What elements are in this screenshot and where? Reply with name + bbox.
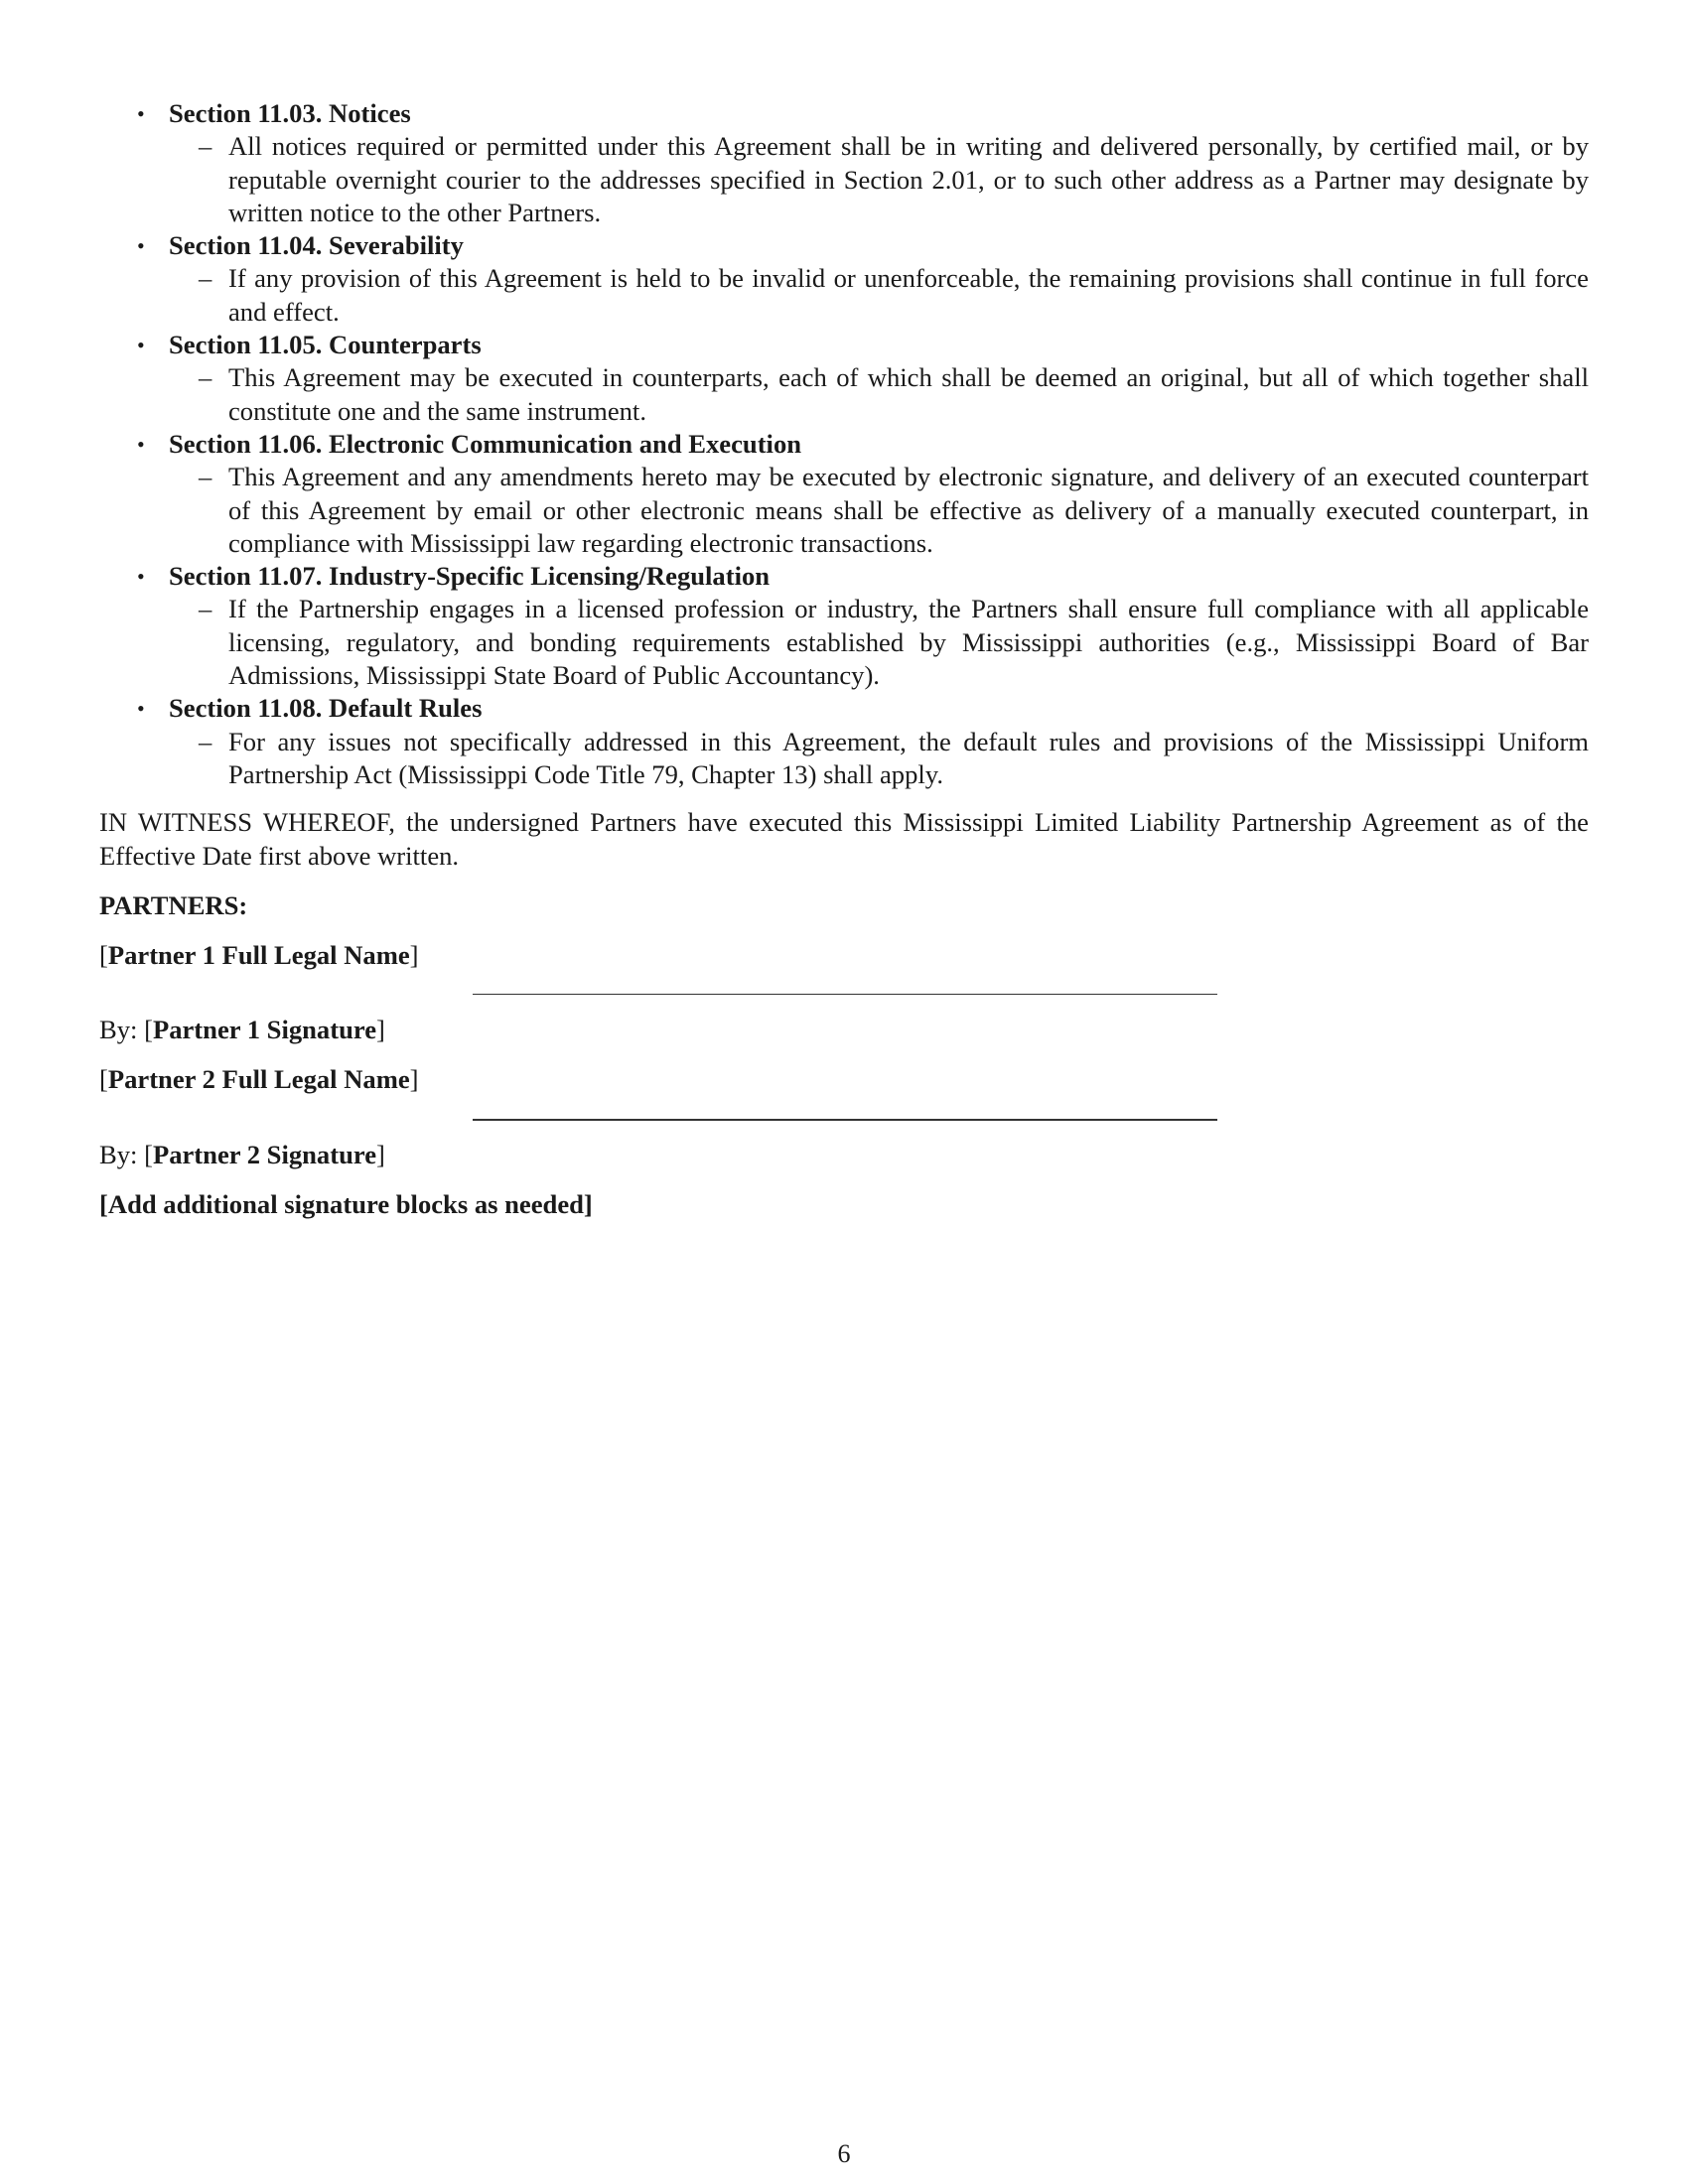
sections-list [99,97,1589,791]
section-item [99,692,1589,791]
partner-1-name: [Partner 1 Full Legal Name] [99,940,419,971]
section-title: Section 11.03. Notices [169,98,411,128]
section-text: For any issues not specifically addressed in this Agreement, the default rules and provisions of the Mississippi Uniform Partnership Act (Mississippi Code Title 79, Chapter 13) shall apply. [228,726,1589,789]
section-body [169,461,1589,560]
bullet-icon: • [137,233,145,259]
section-body [169,361,1589,428]
section-item [99,329,1589,428]
partner-1-signature-text: Partner 1 Signature [152,1015,376,1045]
section-text: All notices required or permitted under this Agreement shall be in writing and delivered personally, by certified mail, or by reputable overnight courier to the addresses specified in Section 2.01, or to such other address as a Partner may designate by written notice to the other Partners. [228,131,1589,227]
bullet-icon: • [137,431,145,457]
witness-paragraph: IN WITNESS WHEREOF, the undersigned Partners have executed this Mississippi Limited Liability Partnership Agreement as of the Effective Date first above written. [99,807,1589,871]
partner-2-signature-line [473,1119,1217,1121]
partners-heading: PARTNERS: [99,889,248,920]
section-item [99,428,1589,560]
section-title: Section 11.06. Electronic Communication and Execution [169,428,802,459]
partner-2-signature-row: By: [Partner 2 Signature] [99,1140,385,1170]
section-text: If any provision of this Agreement is held to be invalid or unenforceable, the remaining provisions shall continue in full force and effect. [228,263,1589,327]
document-page [99,97,1589,1222]
by-label: By: [99,1140,138,1170]
partner-2-name: [Partner 2 Full Legal Name] [99,1063,419,1094]
section-text: This Agreement and any amendments hereto may be executed by electronic signature, and delivery of an executed counterpart of this Agreement by email or other electronic means shall be effective as delivery of a manually executed counterpart, in compliance with Mississippi law regarding electronic transactions. [228,462,1589,558]
bullet-icon: • [137,101,145,126]
partner-1-name-text: Partner 1 Full Legal Name [107,940,410,971]
section-body [169,130,1589,229]
partner-2-name-text: Partner 2 Full Legal Name [107,1063,410,1094]
dash-icon: – [199,594,212,624]
section-item [99,229,1589,329]
bullet-icon: • [137,564,145,590]
section-body [169,593,1589,692]
section-text: If the Partnership engages in a licensed profession or industry, the Partners shall ensure full compliance with all applicable licensing, regulatory, and bonding requirements established by Mississippi authorities (e.g., Mississippi Board of Bar Admissions, Mississippi State Board of Public Accountancy). [228,594,1589,691]
additional-signature-note: [Add additional signature blocks as needed] [99,1189,593,1220]
section-body [169,726,1589,792]
by-label: By: [99,1015,138,1045]
section-title: Section 11.04. Severability [169,230,464,261]
additional-note-text: Add additional signature blocks as needed [107,1189,584,1220]
section-title: Section 11.07. Industry-Specific Licensing/Regulation [169,561,771,592]
section-title: Section 11.08. Default Rules [169,693,483,724]
section-item [99,97,1589,229]
dash-icon: – [199,462,212,492]
dash-icon: – [199,263,212,294]
dash-icon: – [199,726,212,756]
bullet-icon: • [137,696,145,722]
dash-icon: – [199,362,212,393]
section-text: This Agreement may be executed in counterparts, each of which shall be deemed an original, but all of which together shall constitute one and the same instrument. [228,362,1589,426]
section-item [99,560,1589,692]
partner-1-signature-row: By: [Partner 1 Signature] [99,1015,385,1045]
bullet-icon: • [137,333,145,358]
section-body [169,262,1589,329]
partner-2-signature-text: Partner 2 Signature [152,1140,376,1170]
dash-icon: – [199,131,212,162]
partner-1-signature-line [473,994,1217,995]
section-title: Section 11.05. Counterparts [169,330,482,360]
page-number: 6 [837,2139,851,2168]
